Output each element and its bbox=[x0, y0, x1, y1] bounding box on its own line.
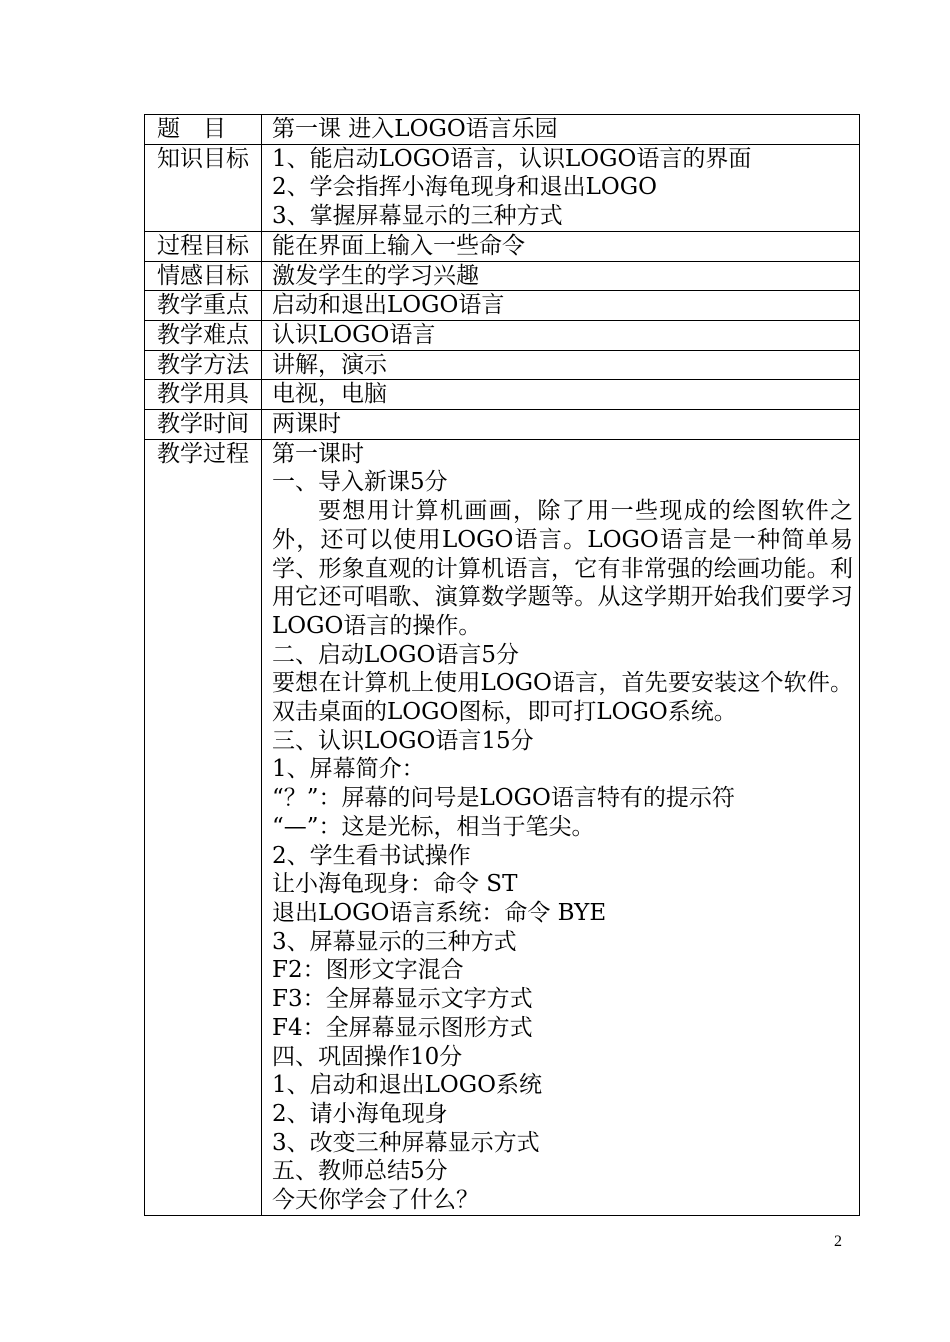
procedure-line: 一、导入新课5分 bbox=[272, 469, 448, 496]
table-row-tools bbox=[145, 380, 860, 410]
row-content bbox=[262, 231, 860, 261]
procedure-content bbox=[262, 439, 860, 1215]
row-text: 两课时 bbox=[272, 411, 341, 438]
row-label: 教学用具 bbox=[145, 380, 262, 410]
page-number: 2 bbox=[834, 1233, 842, 1250]
row-text: 认识LOGO语言 bbox=[272, 321, 436, 348]
procedure-line: 1、屏幕简介： bbox=[272, 756, 425, 783]
procedure-line: 今天你学会了什么？ bbox=[272, 1187, 479, 1214]
row-content bbox=[262, 115, 860, 145]
procedure-line: “—”：这是光标，相当于笔尖。 bbox=[272, 813, 595, 840]
procedure-line: 四、巩固操作10分 bbox=[272, 1043, 463, 1070]
table-row-procedure bbox=[145, 439, 860, 1215]
procedure-paragraph: 要想在计算机上使用LOGO语言，首先要安装这个软件。双击桌面的LOGO图标，即可打LOGO系统。 bbox=[272, 670, 853, 726]
row-label: 题 目 bbox=[145, 115, 262, 145]
procedure-line: F3：全屏幕显示文字方式 bbox=[272, 986, 533, 1013]
row-content bbox=[262, 261, 860, 291]
table-row-emotion bbox=[145, 261, 860, 291]
procedure-line: 1、启动和退出LOGO系统 bbox=[272, 1072, 542, 1099]
row-label: 教学难点 bbox=[145, 320, 262, 350]
procedure-line: 五、教师总结5分 bbox=[272, 1158, 448, 1185]
row-label: 教学过程 bbox=[145, 439, 262, 1215]
row-content bbox=[262, 410, 860, 440]
table-row-key-point bbox=[145, 291, 860, 321]
row-content bbox=[262, 350, 860, 380]
row-label: 教学重点 bbox=[145, 291, 262, 321]
procedure-paragraph: 要想用计算机画画，除了用一些现成的绘图软件之外，还可以使用LOGO语言。LOGO语言是一种简单易学、形象直观的计算机语言，它有非常强的绘画功能。利用它还可唱歌、演算数学题等。从这学期开始我们要学习LOGO语言的操作。 bbox=[272, 498, 853, 639]
row-text: 能在界面上输入一些命令 bbox=[272, 232, 525, 259]
procedure-line: 3、改变三种屏幕显示方式 bbox=[272, 1129, 540, 1156]
row-text: 启动和退出LOGO语言 bbox=[272, 292, 505, 319]
procedure-line: 第一课时 bbox=[272, 440, 364, 467]
table-row-process-goal bbox=[145, 231, 860, 261]
procedure-line: 退出LOGO语言系统：命令 BYE bbox=[272, 899, 607, 926]
row-text: 电视，电脑 bbox=[272, 381, 387, 408]
row-label: 情感目标 bbox=[145, 261, 262, 291]
table-row-time bbox=[145, 410, 860, 440]
row-text: 激发学生的学习兴趣 bbox=[272, 262, 479, 289]
procedure-line: 3、屏幕显示的三种方式 bbox=[272, 928, 517, 955]
row-content bbox=[262, 380, 860, 410]
table-row-method bbox=[145, 350, 860, 380]
knowledge-item: 3、掌握屏幕显示的三种方式 bbox=[272, 203, 563, 230]
row-label: 过程目标 bbox=[145, 231, 262, 261]
row-label: 教学时间 bbox=[145, 410, 262, 440]
row-content bbox=[262, 144, 860, 231]
knowledge-item: 1、能启动LOGO语言，认识LOGO语言的界面 bbox=[272, 145, 752, 172]
procedure-line: 三、认识LOGO语言15分 bbox=[272, 727, 534, 754]
knowledge-item: 2、学会指挥小海龟现身和退出LOGO bbox=[272, 174, 657, 201]
row-label: 教学方法 bbox=[145, 350, 262, 380]
lesson-title: 第一课 进入LOGO语言乐园 bbox=[272, 116, 558, 142]
procedure-line: 2、学生看书试操作 bbox=[272, 842, 471, 869]
procedure-line: 2、请小海龟现身 bbox=[272, 1100, 448, 1127]
procedure-line: F2：图形文字混合 bbox=[272, 957, 464, 984]
row-text: 讲解，演示 bbox=[272, 351, 387, 378]
procedure-line: 二、启动LOGO语言5分 bbox=[272, 641, 519, 668]
table-row-topic bbox=[145, 115, 860, 145]
procedure-line: F4：全屏幕显示图形方式 bbox=[272, 1014, 533, 1041]
row-content bbox=[262, 291, 860, 321]
table-row-difficulty bbox=[145, 320, 860, 350]
row-content bbox=[262, 320, 860, 350]
procedure-line: 让小海龟现身：命令 ST bbox=[272, 871, 518, 898]
row-label: 知识目标 bbox=[145, 144, 262, 231]
procedure-line: “？”：屏幕的问号是LOGO语言特有的提示符 bbox=[272, 785, 735, 812]
table-row-knowledge bbox=[145, 144, 860, 231]
lesson-plan-table bbox=[144, 114, 860, 1216]
